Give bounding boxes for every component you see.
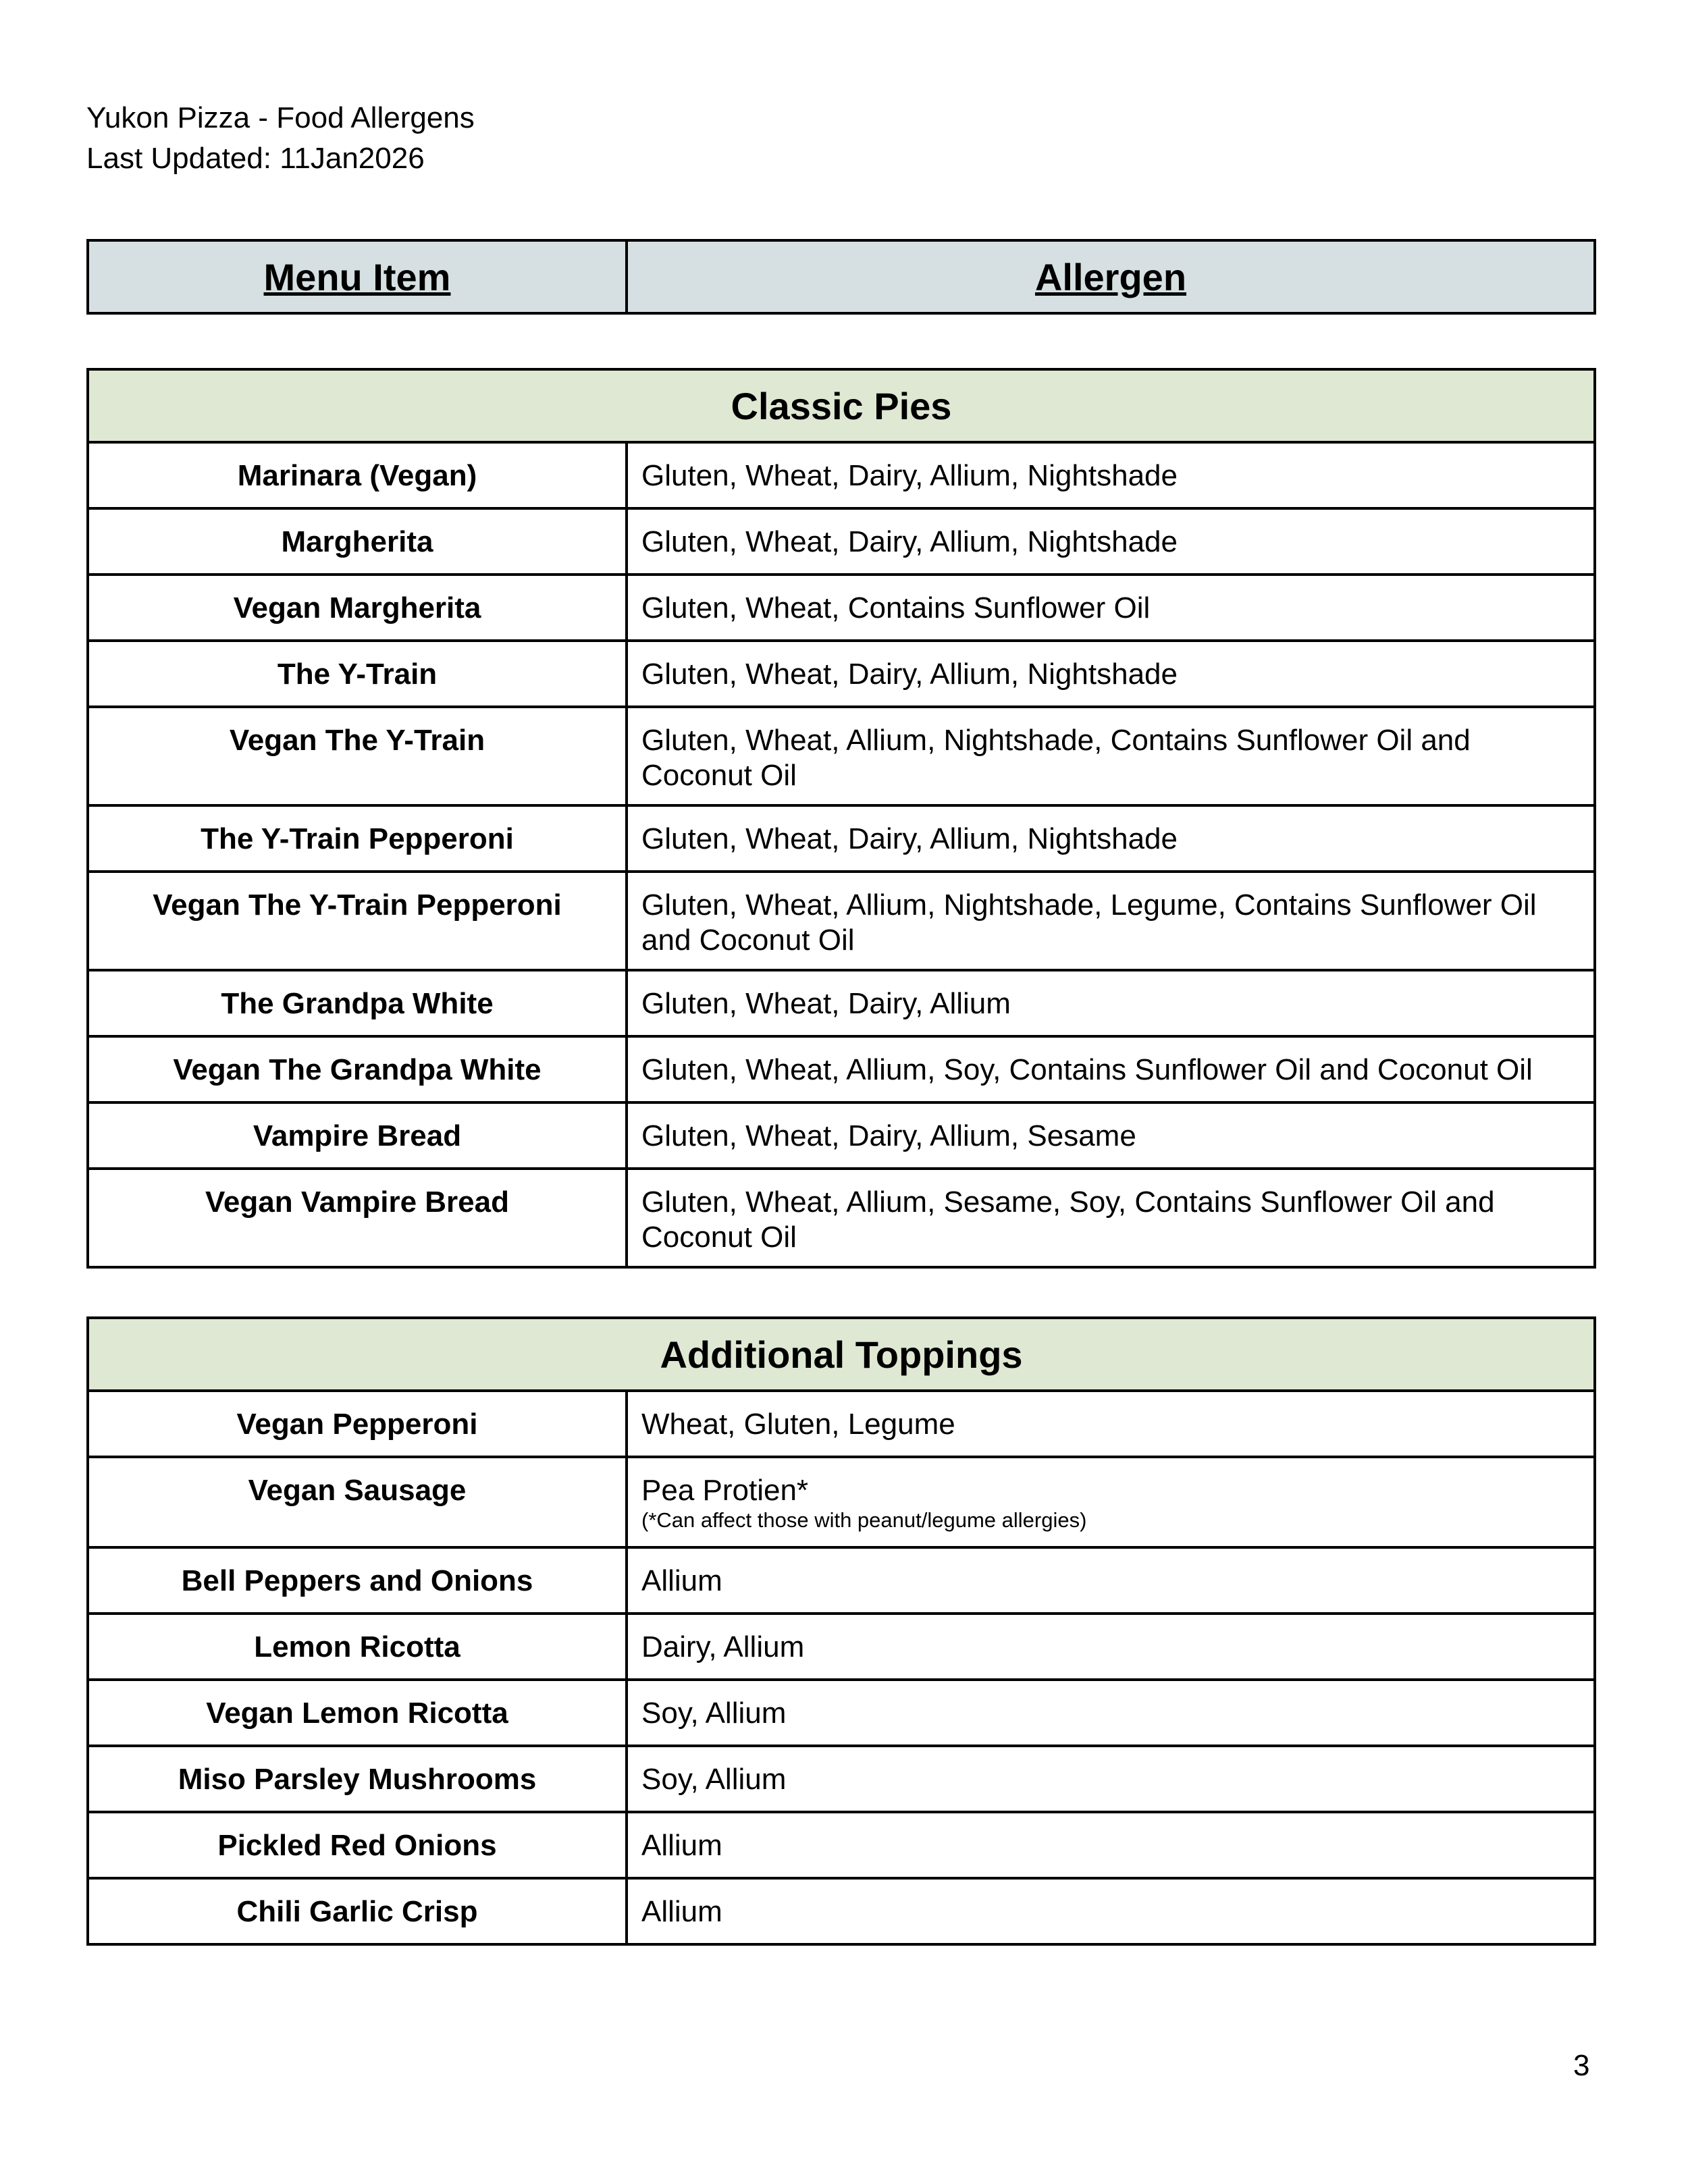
last-updated: Last Updated: 11Jan2026: [86, 142, 425, 175]
table-row: [88, 970, 1595, 1036]
menu-item-name: Bell Peppers and Onions: [88, 1547, 627, 1614]
menu-item-name: Miso Parsley Mushrooms: [88, 1746, 627, 1812]
table-row: [88, 442, 1595, 508]
allergen-list: Gluten, Wheat, Allium, Sesame, Soy, Contains Sunflower Oil and Coconut Oil: [627, 1169, 1595, 1267]
allergen-list: Gluten, Wheat, Dairy, Allium, Nightshade: [627, 442, 1595, 508]
table-row: [88, 1614, 1595, 1680]
table-row: [88, 1547, 1595, 1614]
menu-item-name: Vegan Margherita: [88, 575, 627, 641]
section-title-classic-pies: Classic Pies: [88, 369, 1595, 442]
menu-item-name: Margherita: [88, 508, 627, 575]
allergen-list: Wheat, Gluten, Legume: [627, 1391, 1595, 1457]
allergen-column-header: Allergen: [627, 240, 1595, 313]
menu-item-name: Vegan Sausage: [88, 1457, 627, 1547]
allergen-list: Gluten, Wheat, Dairy, Allium: [627, 970, 1595, 1036]
menu-item-name: Vegan Vampire Bread: [88, 1169, 627, 1267]
table-row: [88, 1812, 1595, 1878]
table-row: [88, 805, 1595, 872]
section-title-additional-toppings: Additional Toppings: [88, 1318, 1595, 1391]
table-row: [88, 1169, 1595, 1267]
allergen-list: Gluten, Wheat, Dairy, Allium, Sesame: [627, 1102, 1595, 1169]
menu-item-name: The Y-Train Pepperoni: [88, 805, 627, 872]
page-number: 3: [1573, 2049, 1590, 2082]
menu-item-name: Vegan The Y-Train: [88, 707, 627, 805]
classic-pies-table: [86, 368, 1596, 1269]
table-row: [88, 575, 1595, 641]
menu-item-name: Vegan Pepperoni: [88, 1391, 627, 1457]
menu-item-name: The Y-Train: [88, 641, 627, 707]
menu-item-column-header: Menu Item: [88, 240, 627, 313]
additional-toppings-table: [86, 1316, 1596, 1946]
allergen-list: Gluten, Wheat, Allium, Soy, Contains Sunflower Oil and Coconut Oil: [627, 1036, 1595, 1102]
allergen-list: Allium: [627, 1878, 1595, 1944]
table-row: [88, 707, 1595, 805]
allergen-list: Gluten, Wheat, Dairy, Allium, Nightshade: [627, 805, 1595, 872]
table-row: [88, 1878, 1595, 1944]
menu-item-name: Vegan The Y-Train Pepperoni: [88, 872, 627, 970]
menu-item-name: Chili Garlic Crisp: [88, 1878, 627, 1944]
menu-item-name: Vegan The Grandpa White: [88, 1036, 627, 1102]
allergen-list: Allium: [627, 1812, 1595, 1878]
table-row: [88, 1391, 1595, 1457]
table-row: [88, 1102, 1595, 1169]
menu-item-name: Vegan Lemon Ricotta: [88, 1680, 627, 1746]
table-row: [88, 1746, 1595, 1812]
menu-item-name: The Grandpa White: [88, 970, 627, 1036]
allergen-list: Gluten, Wheat, Allium, Nightshade, Contains Sunflower Oil and Coconut Oil: [627, 707, 1595, 805]
allergen-cell: [627, 1457, 1595, 1547]
allergen-list: Gluten, Wheat, Dairy, Allium, Nightshade: [627, 641, 1595, 707]
document-title: Yukon Pizza - Food Allergens: [86, 101, 475, 134]
allergen-list: Dairy, Allium: [627, 1614, 1595, 1680]
table-row: [88, 508, 1595, 575]
table-row: [88, 872, 1595, 970]
table-row: [88, 1036, 1595, 1102]
allergen-list: Pea Protien*: [641, 1474, 809, 1507]
table-row: [88, 1457, 1595, 1547]
allergen-footnote: (*Can affect those with peanut/legume allergies): [641, 1508, 1087, 1532]
menu-item-name: Vampire Bread: [88, 1102, 627, 1169]
menu-item-name: Pickled Red Onions: [88, 1812, 627, 1878]
allergen-list: Soy, Allium: [627, 1746, 1595, 1812]
table-row: [88, 1680, 1595, 1746]
table-row: [88, 641, 1595, 707]
allergen-list: Allium: [627, 1547, 1595, 1614]
allergen-list: Gluten, Wheat, Allium, Nightshade, Legume, Contains Sunflower Oil and Coconut Oil: [627, 872, 1595, 970]
allergen-list: Gluten, Wheat, Contains Sunflower Oil: [627, 575, 1595, 641]
allergen-list: Gluten, Wheat, Dairy, Allium, Nightshade: [627, 508, 1595, 575]
menu-item-name: Lemon Ricotta: [88, 1614, 627, 1680]
document-header: [86, 98, 475, 179]
menu-item-name: Marinara (Vegan): [88, 442, 627, 508]
column-header-table: [86, 239, 1596, 315]
allergen-list: Soy, Allium: [627, 1680, 1595, 1746]
